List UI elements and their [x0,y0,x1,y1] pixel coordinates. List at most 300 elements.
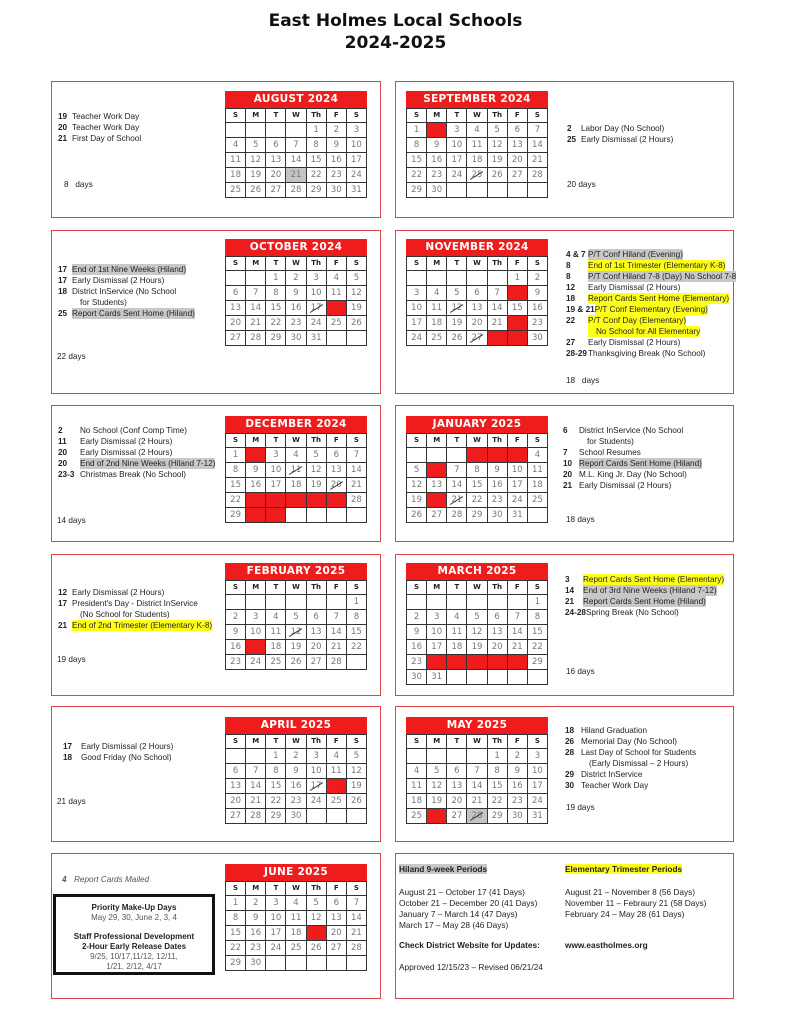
event-text: District InService (No School [579,426,684,435]
event-item [58,425,215,436]
calendar-january [406,416,548,523]
month-title: NOVEMBER 2024 [406,239,548,256]
calendar-day: 10 [447,138,467,153]
calendar-day: 22 [407,168,427,183]
calendar-day: 15 [226,478,246,493]
calendar-day: 20 [226,794,246,809]
event-item [563,480,702,491]
elementary-period: November 11 – Febraury 21 (58 Days) [565,898,707,908]
calendar-day: 7 [527,123,547,138]
calendar-day: 1 [527,595,547,610]
event-text: End of 3rd Nine Weeks (Hiland 7-12) [583,586,717,595]
calendar-day: 18 [226,168,246,183]
calendar-day: 7 [467,764,487,779]
calendar-day: 9 [286,286,306,301]
calendar-empty-cell [447,183,467,198]
calendar-day: 18 [527,478,547,493]
calendar-day: 13 [326,911,346,926]
calendar-day: 15 [487,779,507,794]
event-date: 30 [565,781,575,790]
calendar-day: 6 [226,286,246,301]
calendar-day: 7 [246,764,266,779]
calendar-day: 27 [306,655,326,670]
event-date: 17 [58,276,68,285]
calendar-day: 28 [326,655,346,670]
calendar-day: 19 [306,926,326,941]
event-date: 21 [565,597,575,606]
event-text: President's Day - District InService [72,599,198,608]
weekday-header: W [467,581,487,595]
event-item [566,304,736,315]
calendar-day: 26 [246,183,266,198]
hiland-periods-title: Hiland 9-week Periods [399,864,488,874]
calendar-day: 4 [527,448,547,463]
weekday-header: T [447,109,467,123]
calendar-day: 15 [306,153,326,168]
calendar-day: 22 [467,493,487,508]
calendar-april [225,717,367,824]
calendar-day: 23 [226,655,246,670]
calendar-day: 2 [407,610,427,625]
calendar-day: 19 [246,168,266,183]
calendar-day: 1 [467,448,487,463]
event-item [565,769,696,780]
event-date: 18 [565,726,575,735]
calendar-day: 8 [266,764,286,779]
calendar-day: 11 [266,625,286,640]
calendar-day: 5 [246,138,266,153]
event-text: Report Cards Sent Home (Hiland) [583,597,706,606]
calendar-day: 25 [427,331,447,346]
weekday-header: F [326,882,346,896]
calendar-day: 31 [527,809,547,824]
calendar-empty-cell [286,508,306,523]
event-item [58,469,215,480]
weekday-header: M [427,735,447,749]
calendar-day: 13 [467,301,487,316]
calendar-day: 15 [467,478,487,493]
event-item [58,133,141,144]
calendar-day: 26 [306,941,326,956]
event-text: Report Cards Sent Home (Elementary) [588,294,730,303]
calendar-day: 3 [346,123,366,138]
calendar-day: 27 [507,168,527,183]
calendar-day: 25 [326,316,346,331]
calendar-day: 14 [286,153,306,168]
event-item [58,297,195,308]
calendar-empty-cell [407,271,427,286]
calendar-day: 8 [346,610,366,625]
calendar-day: 19 [306,478,326,493]
calendar-day: 20 [467,316,487,331]
hiland-periods [399,864,543,973]
calendar-day: 12 [487,138,507,153]
calendar-day: 30 [407,670,427,685]
calendar-empty-cell [266,123,286,138]
calendar-day: 7 [346,896,366,911]
event-date: 24-28 [565,608,586,617]
calendar-day: 6 [507,123,527,138]
event-item [566,326,736,337]
calendar-day: 28 [346,493,366,508]
event-text: Report Cards Sent Home (Hiland) [579,459,702,468]
event-item [563,425,702,436]
event-text: District InService (No School [72,287,177,296]
calendar-day: 13 [326,463,346,478]
events-april [63,741,173,763]
calendar-day: 17 [306,301,326,316]
calendar-day: 19 [286,640,306,655]
calendar-day: 17 [306,779,326,794]
calendar-day: 29 [467,508,487,523]
calendar-day: 10 [427,625,447,640]
calendar-day: 27 [326,493,346,508]
calendar-day: 1 [226,896,246,911]
event-date: 17 [63,742,73,751]
event-item [566,271,736,282]
event-text: Memorial Day (No School) [581,737,678,746]
calendar-day: 3 [246,610,266,625]
calendar-day: 23 [326,168,346,183]
event-text: P/T Conf Hiland (Evening) [588,250,683,259]
calendar-day: 27 [226,331,246,346]
days-count-september: 20 days [567,180,596,189]
calendar-day: 16 [326,153,346,168]
event-text: Early Dismissal (2 Hours) [588,338,681,347]
weekday-header: Th [487,434,507,448]
calendar-day: 15 [226,926,246,941]
calendar-day: 22 [266,316,286,331]
calendar-day: 11 [326,764,346,779]
calendar-day: 3 [407,286,427,301]
weekday-header: W [467,434,487,448]
event-date: 17 [58,599,68,608]
calendar-day: 13 [487,625,507,640]
calendar-day: 5 [306,448,326,463]
calendar-day: 31 [306,331,326,346]
calendar-day: 18 [447,640,467,655]
calendar-day: 30 [507,809,527,824]
event-item [565,758,696,769]
weekday-header: F [507,109,527,123]
calendar-day: 1 [346,595,366,610]
event-date: 4 [62,875,67,884]
weekday-header: M [427,109,447,123]
event-text: Report Cards Sent Home (Elementary) [583,575,725,584]
weekday-header: Th [306,882,326,896]
calendar-day: 2 [487,448,507,463]
calendar-day: 10 [346,138,366,153]
event-date: 20 [58,448,68,457]
weekday-header: W [286,581,306,595]
calendar-day: 20 [306,640,326,655]
calendar-day: 24 [346,168,366,183]
event-item [565,574,724,585]
calendar-day: 3 [507,448,527,463]
calendar-june [225,864,367,971]
calendar-empty-cell [286,123,306,138]
calendar-day: 9 [487,463,507,478]
event-date: 21 [563,481,573,490]
event-date: 20 [58,459,68,468]
calendar-empty-cell [246,123,266,138]
calendar-day: 21 [447,493,467,508]
calendar-day: 1 [407,123,427,138]
calendar-day: 30 [427,183,447,198]
calendar-day: 19 [346,301,366,316]
weekday-header: T [266,581,286,595]
calendar-day: 18 [407,794,427,809]
calendar-day: 10 [507,463,527,478]
calendar-empty-cell [407,448,427,463]
calendar-day: 10 [306,764,326,779]
event-item [567,123,673,134]
calendar-day: 31 [427,670,447,685]
calendar-day: 16 [286,301,306,316]
calendar-day: 24 [527,794,547,809]
calendar-october [225,239,367,346]
calendar-day: 27 [266,183,286,198]
event-date: 19 & 21 [566,305,595,314]
calendar-day: 21 [286,168,306,183]
calendar-day: 4 [407,764,427,779]
calendar-day: 8 [266,286,286,301]
event-item [565,725,696,736]
calendar-day: 16 [487,478,507,493]
calendar-day: 30 [326,183,346,198]
calendar-empty-cell [346,331,366,346]
events-december [58,425,215,480]
calendar-day: 25 [286,941,306,956]
calendar-day: 24 [266,941,286,956]
early-release-title: 2-Hour Early Release Dates [81,942,187,951]
calendar-empty-cell [487,670,507,685]
calendar-day: 30 [286,331,306,346]
event-date: 21 [58,134,68,143]
month-title: JUNE 2025 [225,864,367,881]
calendar-day: 29 [407,183,427,198]
calendar-day: 7 [326,610,346,625]
calendar-day: 27 [447,809,467,824]
calendar-empty-cell [447,670,467,685]
calendar-day: 15 [266,301,286,316]
calendar-day: 17 [266,478,286,493]
weekday-header: T [447,434,467,448]
check-website-label: Check District Website for Updates: [399,940,540,950]
calendar-empty-cell [326,595,346,610]
calendar-day: 21 [507,640,527,655]
district-website-link[interactable]: www.eastholmes.org [565,940,648,950]
calendar-day: 8 [407,138,427,153]
event-text: Spring Break (No School) [585,608,679,617]
early-release-dates-2: 1/21, 2/12, 4/17 [106,962,162,971]
weekday-header: W [467,257,487,271]
weekday-header: S [346,882,366,896]
calendar-day: 20 [266,168,286,183]
calendar-day: 27 [427,508,447,523]
calendar-empty-cell [467,670,487,685]
calendar-empty-cell [306,956,326,971]
calendar-empty-cell [346,956,366,971]
calendar-day: 19 [427,794,447,809]
calendar-day: 21 [326,640,346,655]
calendar-day: 23 [527,316,547,331]
calendar-day: 24 [507,493,527,508]
school-year: 2024-2025 [344,33,447,53]
calendar-day: 14 [246,301,266,316]
event-text: No School for All Elementary [588,326,700,337]
event-item [58,122,141,133]
calendar-day: 4 [326,749,346,764]
month-title: APRIL 2025 [225,717,367,734]
calendar-may [406,717,548,824]
calendar-day: 1 [487,749,507,764]
calendar-day: 28 [487,331,507,346]
calendar-march [406,563,548,685]
calendar-day: 8 [527,610,547,625]
days-count-march: 16 days [566,667,595,676]
calendar-day: 17 [346,153,366,168]
calendar-day: 26 [447,331,467,346]
calendar-december [225,416,367,523]
calendar-day: 9 [326,138,346,153]
calendar-day: 28 [246,809,266,824]
calendar-day: 18 [326,779,346,794]
event-item [58,308,195,319]
event-item [566,337,736,348]
calendar-day: 12 [467,625,487,640]
events-august [58,111,141,144]
calendar-day: 21 [346,478,366,493]
weekday-header: T [266,257,286,271]
event-date: 14 [565,586,575,595]
calendar-day: 12 [306,463,326,478]
calendar-empty-cell [226,595,246,610]
calendar-empty-cell [306,595,326,610]
calendar-empty-cell [346,809,366,824]
calendar-empty-cell [507,595,527,610]
event-item [58,111,141,122]
calendar-day: 6 [326,896,346,911]
calendar-day: 8 [507,286,527,301]
calendar-empty-cell [246,749,266,764]
event-text: Report Cards Sent Home (Hiland) [72,309,195,318]
calendar-day: 4 [266,610,286,625]
weekday-header: S [527,735,547,749]
calendar-day: 22 [487,794,507,809]
calendar-day: 22 [266,794,286,809]
calendar-empty-cell [447,448,467,463]
calendar-day: 9 [286,764,306,779]
calendar-day: 21 [527,153,547,168]
calendar-day: 4 [427,286,447,301]
event-item [566,249,736,260]
weekday-header: M [246,882,266,896]
event-item [565,607,724,618]
calendar-day: 17 [447,153,467,168]
calendar-empty-cell [246,595,266,610]
weekday-header: M [246,735,266,749]
event-date: 28 [565,748,575,757]
calendar-day: 4 [467,123,487,138]
calendar-day: 2 [427,123,447,138]
calendar-empty-cell [447,749,467,764]
calendar-empty-cell [487,271,507,286]
weekday-header: W [286,434,306,448]
calendar-day: 10 [246,625,266,640]
calendar-day: 11 [427,301,447,316]
weekday-header: M [427,581,447,595]
calendar-day: 6 [427,463,447,478]
event-date: 6 [563,426,568,435]
calendar-day: 17 [507,478,527,493]
calendar-day: 24 [306,794,326,809]
calendar-day: 16 [286,779,306,794]
calendar-day: 9 [527,286,547,301]
weekday-header: W [286,109,306,123]
calendar-day: 28 [286,183,306,198]
calendar-day: 14 [326,625,346,640]
event-text: End of 2nd Nine Weeks (Hiland 7-12) [80,459,216,468]
event-item [58,275,195,286]
event-date: 21 [58,621,68,630]
priority-dates: May 29, 30, June 2, 3, 4 [91,913,177,922]
calendar-day: 12 [447,301,467,316]
weekday-header: M [427,257,447,271]
event-text: Teacher Work Day [72,123,140,132]
event-date: 28-29 [566,349,587,358]
calendar-day: 3 [427,610,447,625]
calendar-day: 4 [326,271,346,286]
calendar-day: 29 [226,956,246,971]
calendar-day: 11 [286,463,306,478]
event-item [563,469,702,480]
calendar-day: 25 [527,493,547,508]
calendar-day: 25 [326,794,346,809]
calendar-day: 22 [226,941,246,956]
event-item [58,598,212,609]
weekday-header: S [226,257,246,271]
calendar-day: 14 [467,779,487,794]
calendar-day: 18 [467,153,487,168]
calendar-day: 8 [226,911,246,926]
weekday-header: W [286,882,306,896]
days-count-may: 19 days [566,803,595,812]
calendar-day: 9 [226,625,246,640]
calendar-day: 6 [467,286,487,301]
event-text: M.L. King Jr. Day (No School) [579,470,687,479]
weekday-header: F [326,735,346,749]
event-date: 18 [58,287,68,296]
days-count-february: 19 days [57,655,86,664]
event-date: 29 [565,770,575,779]
calendar-day: 25 [447,655,467,670]
calendar-empty-cell [507,670,527,685]
calendar-day: 22 [507,316,527,331]
calendar-empty-cell [346,508,366,523]
calendar-day: 29 [226,508,246,523]
weekday-header: T [266,434,286,448]
calendar-day: 20 [507,153,527,168]
calendar-day: 5 [447,286,467,301]
calendar-day: 25 [266,655,286,670]
calendar-day: 21 [346,926,366,941]
calendar-day: 22 [527,640,547,655]
calendar-day: 22 [346,640,366,655]
event-date: 22 [566,316,576,325]
event-text: Early Dismissal (2 Hours) [581,135,674,144]
calendar-day: 25 [226,183,246,198]
